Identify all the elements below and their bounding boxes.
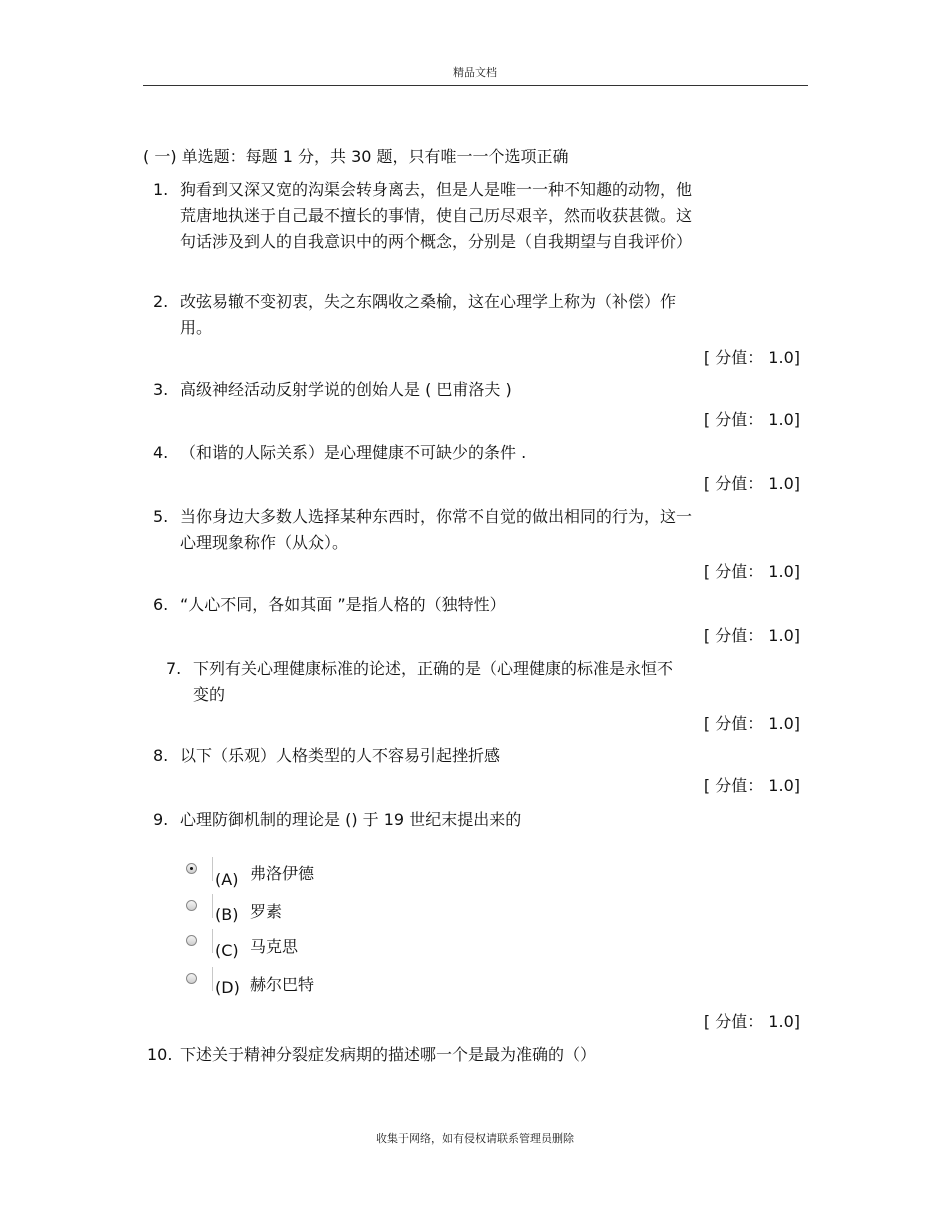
- question-number: 4.: [153, 443, 169, 462]
- score-label: [ 分值： 1.0]: [703, 626, 800, 645]
- question-text: 下述关于精神分裂症发病期的描述哪一个是最为准确的（）: [180, 1045, 597, 1064]
- option-separator: [212, 967, 213, 991]
- question-number: 1.: [153, 180, 169, 199]
- score-label: [ 分值： 1.0]: [703, 562, 800, 581]
- question-number: 2.: [153, 292, 169, 311]
- option-separator: [212, 929, 213, 953]
- question-number: 3.: [153, 380, 169, 399]
- section-title: ( 一) 单选题：每题 1 分，共 30 题，只有唯一一个选项正确: [143, 147, 569, 166]
- question-number: 5.: [153, 507, 169, 526]
- score-label: [ 分值： 1.0]: [703, 776, 800, 795]
- radio-option-c[interactable]: [186, 935, 197, 946]
- score-label: [ 分值： 1.0]: [703, 348, 800, 367]
- option-label: (C): [215, 941, 239, 960]
- radio-option-a[interactable]: [186, 863, 197, 874]
- question-text: 心理现象称作（从众）。: [180, 533, 349, 552]
- page-footer: 收集于网络，如有侵权请联系管理员删除: [376, 1132, 574, 1145]
- question-number: 9.: [153, 810, 169, 829]
- question-text: 用。: [180, 318, 213, 337]
- question-text: 改弦易辙不变初衷，失之东隅收之桑榆，这在心理学上称为（补偿）作: [180, 292, 677, 311]
- question-text: 当你身边大多数人选择某种东西时，你常不自觉的做出相同的行为，这一: [180, 507, 693, 526]
- option-label: (B): [215, 905, 239, 924]
- option-text: 马克思: [250, 937, 299, 956]
- question-text: 荒唐地执迷于自己最不擅长的事情，使自己历尽艰辛，然而收获甚微。这: [180, 206, 693, 225]
- question-text: “人心不同，各如其面 ”是指人格的（独特性）: [180, 595, 506, 614]
- question-number: 6.: [153, 595, 169, 614]
- question-text: 变的: [193, 685, 226, 704]
- score-label: [ 分值： 1.0]: [703, 474, 800, 493]
- question-text: 高级神经活动反射学说的创始人是 ( 巴甫洛夫 ): [180, 380, 512, 399]
- score-label: [ 分值： 1.0]: [703, 714, 800, 733]
- question-number: 10.: [147, 1045, 173, 1064]
- question-text: 句话涉及到人的自我意识中的两个概念，分别是（自我期望与自我评价）: [180, 232, 693, 251]
- question-text: 心理防御机制的理论是 () 于 19 世纪末提出来的: [180, 810, 522, 829]
- option-label: (A): [215, 870, 239, 889]
- score-label: [ 分值： 1.0]: [703, 410, 800, 429]
- score-label: [ 分值： 1.0]: [703, 1012, 800, 1031]
- option-text: 赫尔巴特: [250, 975, 315, 994]
- header-rule: [143, 85, 808, 86]
- radio-option-d[interactable]: [186, 973, 197, 984]
- option-separator: [212, 857, 213, 881]
- question-text: 狗看到又深又宽的沟渠会转身离去，但是人是唯一一种不知趣的动物，他: [180, 180, 693, 199]
- question-number: 7.: [166, 659, 182, 678]
- option-text: 弗洛伊德: [250, 864, 315, 883]
- page-header: 精品文档: [453, 66, 497, 79]
- option-label: (D): [215, 978, 240, 997]
- question-text: （和谐的人际关系）是心理健康不可缺少的条件 .: [180, 443, 527, 462]
- question-text: 以下（乐观）人格类型的人不容易引起挫折感: [180, 746, 501, 765]
- option-separator: [212, 894, 213, 918]
- option-text: 罗素: [250, 902, 283, 921]
- question-number: 8.: [153, 746, 169, 765]
- question-text: 下列有关心理健康标准的论述，正确的是（心理健康的标准是永恒不: [193, 659, 674, 678]
- radio-option-b[interactable]: [186, 900, 197, 911]
